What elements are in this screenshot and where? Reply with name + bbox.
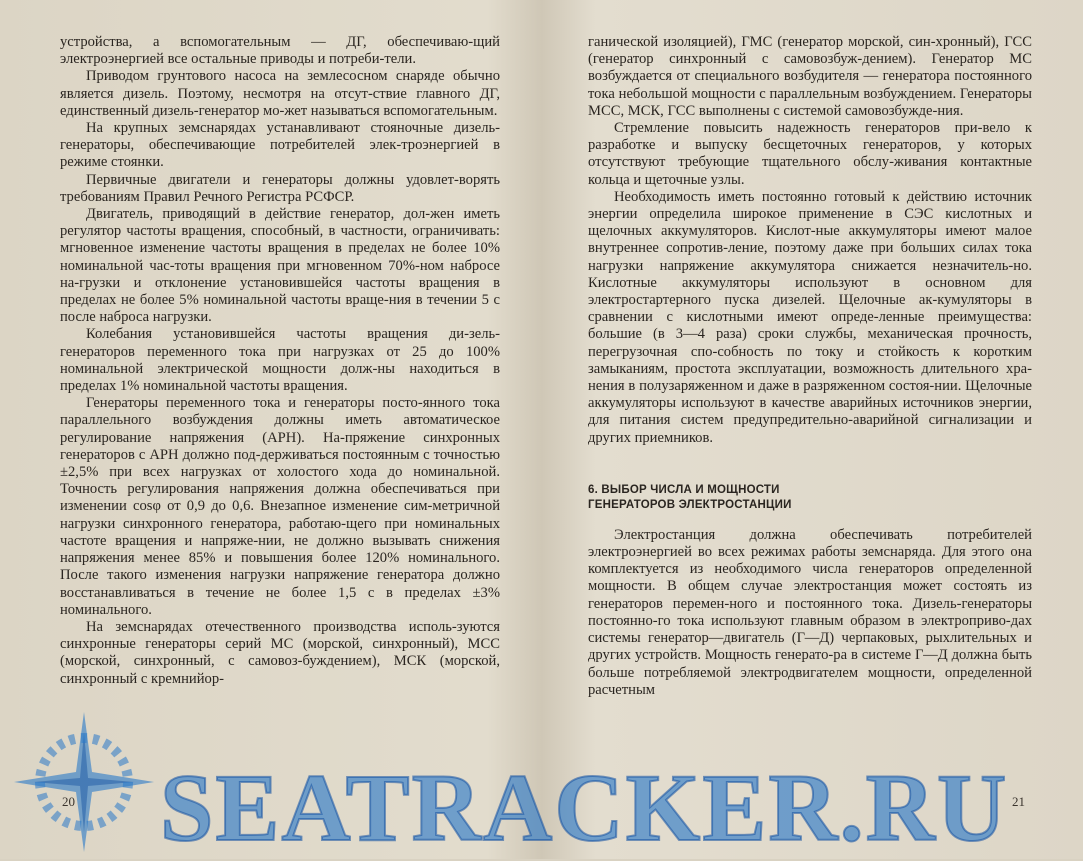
compass-star-icon (14, 712, 154, 852)
paragraph: Необходимость иметь постоянно готовый к действию источник энергии определила широкое применение в СЭС кислотных и щелочных аккумуляторов. Кислот-ные аккумуляторы имеют малое внутреннее сопротив-ление, поэтому даже при больших силах тока нагрузки напряжение аккумулятора снижается незначитель-но. Кислотные аккумуляторы используют в основном для электростартерного пуска дизелей. Щелочные ак-кумуляторы в сравнении с кислотными имеют опреде-ленные преимущества: большие (в 3—4 раза) сроки службы, механическая прочность, перегрузочная спо-собность по току и стойкость к коротким замыканиям, простота эксплуатации, возможность длительного хра-нения в полузаряженном и даже в разряженном состоя-нии. Щелочные аккумуляторы используют в качестве аварийных источников энергии, для питания систем предупредительно-аварийной сигнализации и других приемников. (588, 188, 1032, 446)
paragraph: Стремление повысить надежность генераторов при-вело к разработке и выпуску бесщеточных генераторов, у которых отсутствуют требующие тщательного обслу-живания контактные кольца и щеточные узлы. (588, 120, 1032, 188)
section-heading (588, 483, 1032, 513)
paragraph: На крупных земснарядах устанавливают стояночные дизель-генераторы, обеспечивающие потребителей элек-троэнергией в режиме стоянки. (60, 120, 500, 171)
section-heading-line-2: ГЕНЕРАТОРОВ ЭЛЕКТРОСТАНЦИИ (588, 498, 792, 511)
paragraph: Электростанция должна обеспечивать потребителей электроэнергией во всех режимах работы земснаряда. Для этого она комплектуется из необходимого числа генераторов определенной мощности. В общем случае электростанция может состоять из генераторов перемен-ного и постоянного тока. Дизель-генераторы постоянно-го тока используют главным образом в электроприво-дах системы генератор—двигатель (Г—Д) черпаковых, рыхлительных и других устройств. Мощность генерато-ра в системе Г—Д должна быть больше потребляемой электродвигателем мощности, определенной расчетным (588, 526, 1032, 698)
page-number-left: 20 (62, 794, 75, 809)
paragraph: Двигатель, приводящий в действие генератор, дол-жен иметь регулятор частоты вращения, способный, в частности, ограничивать: мгновенное изменение частоты вращения в пределах не более 10% номинальной час-тоты вращения при мгновенном 70%-ном набросе на-грузки и отклонение установившейся частоты вращения в пределах не более 5% номинальной частоты враще-ния в течении 5 с после наброса нагрузки. (60, 206, 500, 326)
watermark-text: SEATRACKER.RU (160, 754, 1009, 861)
paragraph: устройства, а вспомогательным — ДГ, обеспечиваю-щий электроэнергией все остальные приводы и потреби-тели. (60, 34, 500, 68)
paragraph: Генераторы переменного тока и генераторы посто-янного тока параллельного возбуждения должны иметь автоматическое регулирование напряжения (АРН). На-пряжение синхронных генераторов с АРН должно под-держиваться постоянным с точностью ±2,5% при всех нагрузках от холостого хода до номинальной. Точность регулирования напряжения должна обеспечиваться при изменении cosφ от 0,9 до 0,6. Внезапное изменение сим-метричной нагрузки синхронного генератора, работаю-щего при номинальных частоте вращения и напряже-нии, не должно вызывать снижения напряжения менее 85% и повышения более 120% номинального. После такого изменения нагрузки напряжение генератора должно восстанавливаться в течение не более 1,5 с в пределах ±3% номинального. (60, 395, 500, 618)
paragraph: Приводом грунтового насоса на землесосном снаряде обычно является дизель. Поэтому, несмотря на отсут-ствие главного ДГ, единственный дизель-генератор мо-жет называться вспомогательным. (60, 68, 500, 119)
left-page (60, 34, 500, 688)
section-heading-line-1: 6. ВЫБОР ЧИСЛА И МОЩНОСТИ (588, 483, 780, 496)
right-page (588, 34, 1032, 699)
paragraph: На земснарядах отечественного производства исполь-зуются синхронные генераторы серий МС (морской, синхронный), МСС (морской, синхронный, с самовоз-буждением), МСК (морской, синхронный с кремнийор- (60, 618, 500, 687)
paragraph: Колебания установившейся частоты вращения ди-зель-генераторов переменного тока при нагрузках от 25 до 100% номинальной электрической мощности долж-ны находиться в пределах 1% номинальной частоты вращения. (60, 326, 500, 395)
paragraph: Первичные двигатели и генераторы должны удовлет-ворять требованиям Правил Речного Регистра РСФСР. (60, 171, 500, 205)
page-number-right: 21 (1012, 794, 1025, 809)
paragraph: ганической изоляцией), ГМС (генератор морской, син-хронный), ГСС (генератор синхронный с самовозбуж-дением). Генератор МС возбуждается от специального возбудителя — генератора постоянного тока небольшой мощности с параллельным возбуждением. Генераторы МСС, МСК, ГСС выполнены с системой самовозбужде-ния. (588, 34, 1032, 119)
